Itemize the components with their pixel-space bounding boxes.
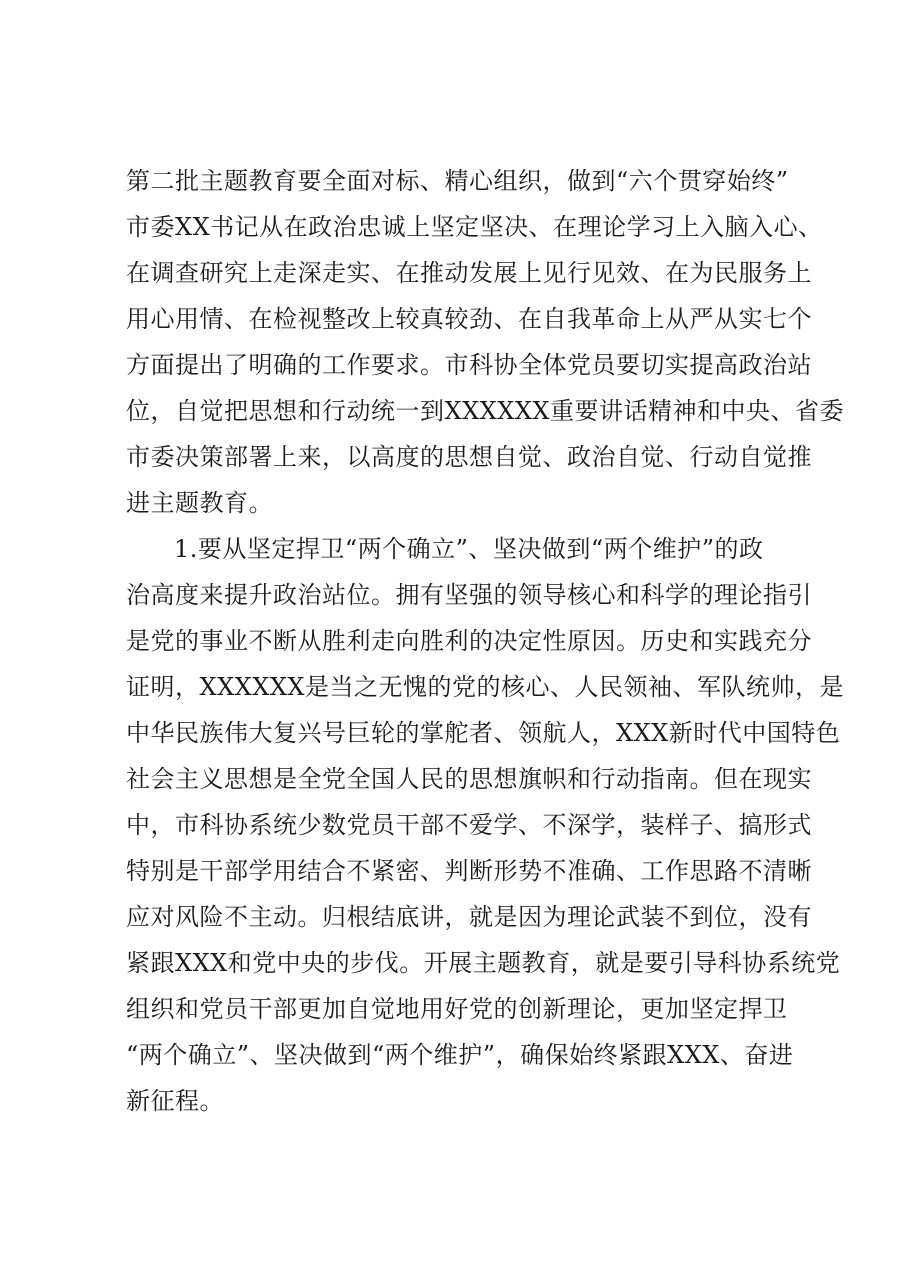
text-line: 第二批主题教育要全面对标、精心组织，做到“六个贯穿始终” [126, 167, 789, 195]
text-line: 应对风险不主动。归根结底讲，就是因为理论武装不到位，没有 [126, 903, 812, 931]
text-line: 治高度来提升政治站位。拥有坚强的领导核心和科学的理论指引 [126, 581, 812, 609]
text-line: 市委决策部署上来，以高度的思想自觉、政治自觉、行动自觉推 [126, 443, 812, 471]
text-line: 市委XX书记从在政治忠诚上坚定坚决、在理论学习上入脑入心、 [126, 213, 823, 241]
text-line: 新征程。 [126, 1087, 224, 1115]
text-line: 方面提出了明确的工作要求。市科协全体党员要切实提高政治站 [126, 351, 812, 379]
text-line: 证明，XXXXXX是当之无愧的党的核心、人民领袖、军队统帅，是 [126, 673, 845, 701]
text-line: 是党的事业不断从胜利走向胜利的决定性原因。历史和实践充分 [126, 627, 812, 655]
text-line: 在调查研究上走深走实、在推动发展上见行见效、在为民服务上 [126, 259, 812, 287]
text-line: 位，自觉把思想和行动统一到XXXXXX重要讲话精神和中央、省委 [126, 397, 845, 425]
text-line: 用心用情、在检视整改上较真较劲、在自我革命上从严从实七个 [126, 305, 812, 333]
text-line: 特别是干部学用结合不紧密、判断形势不准确、工作思路不清晰 [126, 857, 812, 885]
text-line: “两个确立”、坚决做到“两个维护”，确保始终紧跟XXX、奋进 [126, 1041, 794, 1069]
text-line: 组织和党员干部更加自觉地用好党的创新理论，更加坚定捍卫 [126, 995, 788, 1023]
text-line: 进主题教育。 [126, 489, 273, 517]
text-line: 社会主义思想是全党全国人民的思想旗帜和行动指南。但在现实 [126, 765, 812, 793]
text-line: 中华民族伟大复兴号巨轮的掌舵者、领航人，XXX新时代中国特色 [126, 719, 841, 747]
text-line: 中，市科协系统少数党员干部不爱学、不深学，装样子、搞形式 [126, 811, 812, 839]
text-line: 1.要从坚定捍卫“两个确立”、坚决做到“两个维护”的政 [174, 535, 764, 563]
text-line: 紧跟XXX和党中央的步伐。开展主题教育，就是要引导科协系统党 [126, 949, 841, 977]
